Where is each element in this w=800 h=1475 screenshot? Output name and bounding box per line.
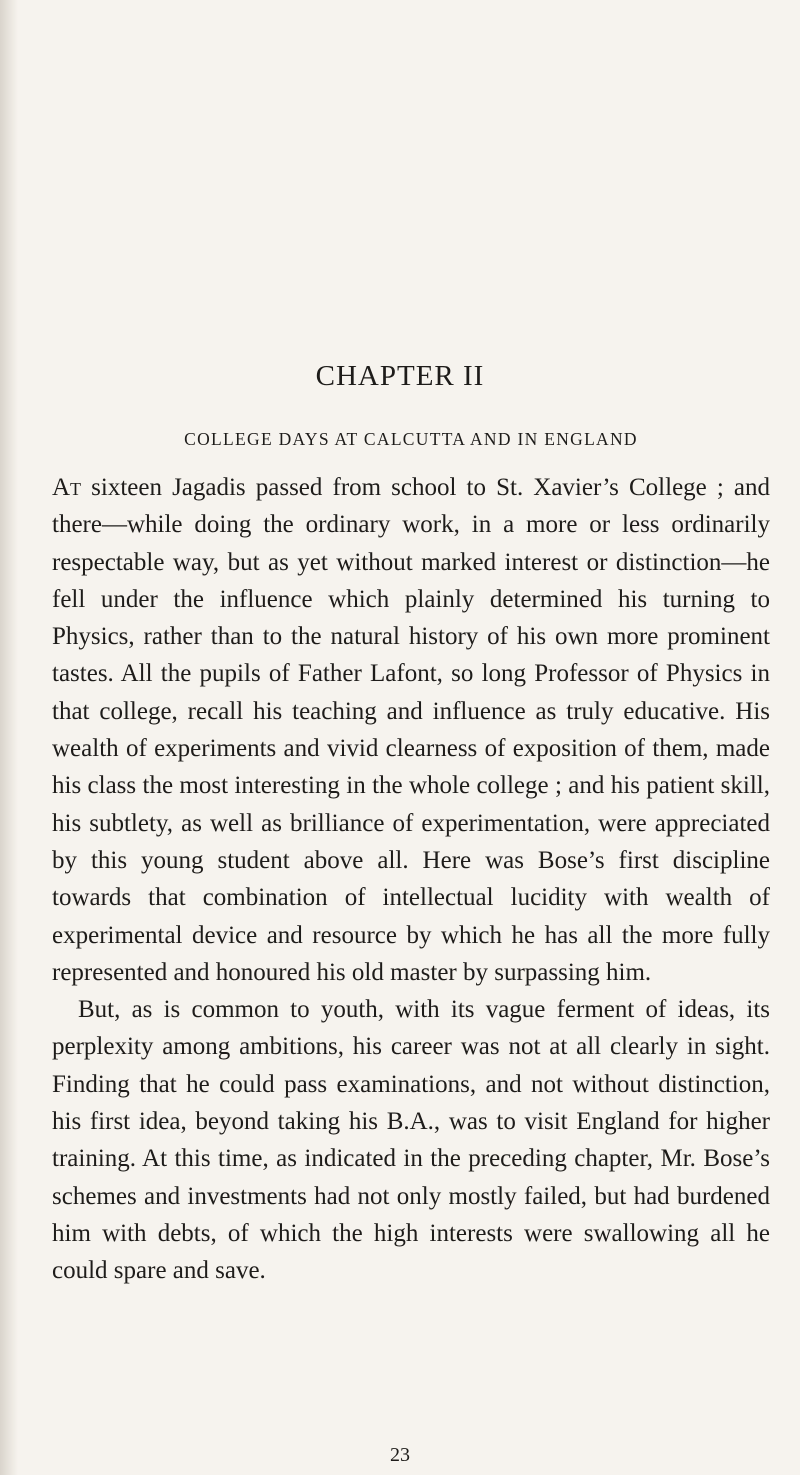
chapter-body <box>52 469 770 1290</box>
paragraph-lead: At <box>52 474 82 501</box>
binding-gutter <box>0 0 18 1475</box>
paragraph-text: But, as is common to youth, with its vague ferment of ideas, its perplexity among ambitions, his career was not at all clearly in sight. Finding that he could pass examinations, and not without distinction, his first idea, beyond taking his B.A., was to visit England for higher training. At this time, as indicated in the preceding chapter, Mr. Bose’s schemes and investments had not only mostly failed, but had burdened him with debts, of which the high interests were swallowing all he could spare and save. <box>52 996 770 1285</box>
paragraph <box>52 469 770 991</box>
page-number: 23 <box>390 1444 410 1466</box>
paragraph-text: sixteen Jagadis passed from school to St. Xavier’s College ; and there—while doing the ordinary work, in a more or less ordinarily respectable way, but as yet without marked interest or distinction—he fell under the influence which plainly determined his turning to Physics, rather than to the natural history of his own more prominent tastes. All the pupils of Father Lafont, so long Professor of Physics in that college, recall his teaching and influence as truly educative. His wealth of experiments and vivid clearness of exposition of them, made his class the most interesting in the whole college ; and his patient skill, his subtlety, as well as brilliance of experimentation, were appreciated by this young student above all. Here was Bose’s first discipline towards that combination of intellectual lucidity with wealth of experimental device and resource by which he has all the more fully represented and honoured his old master by surpassing him. <box>52 474 770 986</box>
chapter-heading: CHAPTER II <box>315 360 485 392</box>
chapter-subtitle: COLLEGE DAYS AT CALCUTTA AND IN ENGLAND <box>184 429 638 449</box>
paragraph <box>52 991 770 1289</box>
